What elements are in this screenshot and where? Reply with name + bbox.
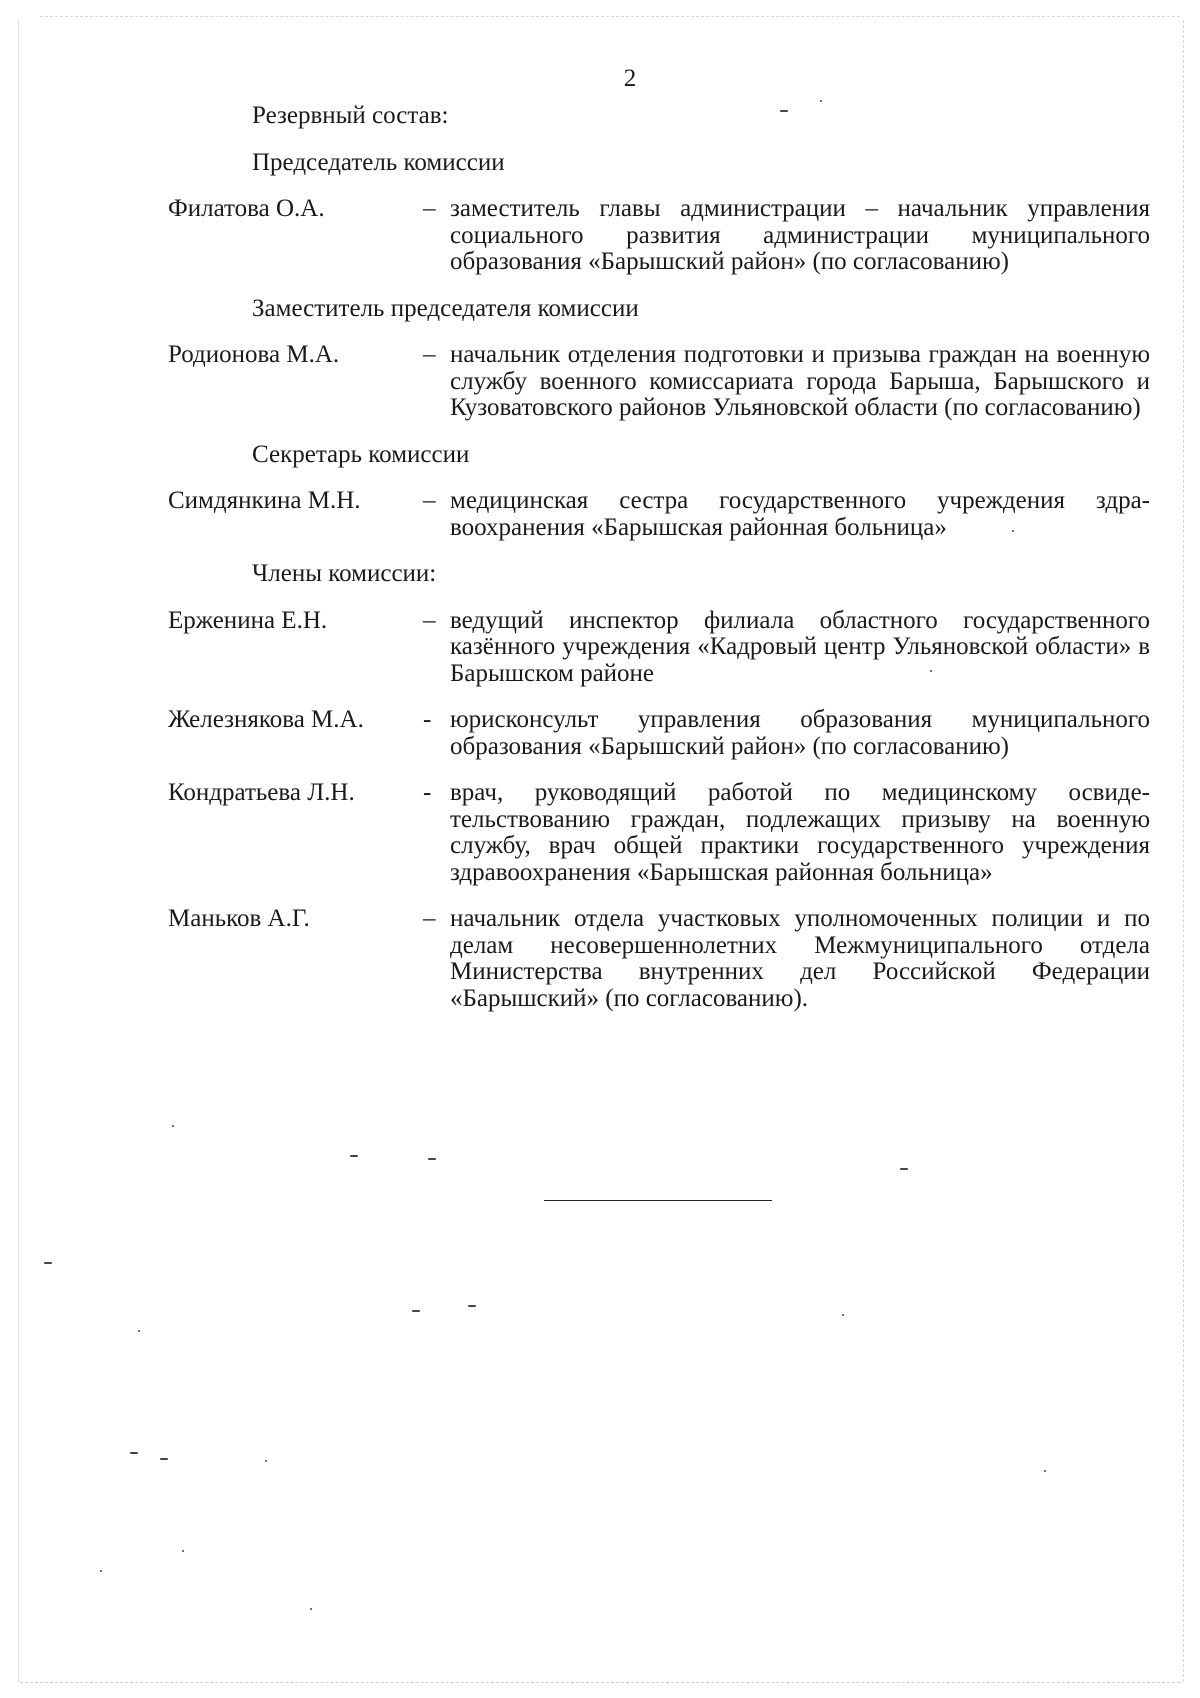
person-name: Родионова М.А. bbox=[168, 341, 340, 368]
secretary-entry bbox=[168, 488, 1150, 541]
person-name: Филатова О.А. bbox=[168, 195, 325, 222]
dash-separator: – bbox=[423, 487, 436, 514]
person-name: Железнякова М.А. bbox=[168, 706, 364, 733]
scan-edge-left bbox=[18, 20, 19, 1682]
scan-speck bbox=[130, 1452, 138, 1454]
person-name: Кондратьева Л.Н. bbox=[168, 779, 355, 806]
chairman-entry bbox=[168, 196, 1150, 276]
scan-speck bbox=[428, 1158, 436, 1160]
scan-speck bbox=[100, 1570, 102, 1572]
person-name: Симдянкина М.Н. bbox=[168, 487, 361, 514]
scan-speck bbox=[160, 1458, 168, 1460]
member-entry bbox=[168, 780, 1150, 886]
scan-speck bbox=[842, 1314, 844, 1316]
scan-speck bbox=[1012, 530, 1014, 532]
person-name: Маньков А.Г. bbox=[168, 905, 310, 932]
scan-speck bbox=[172, 1125, 174, 1127]
member-entry bbox=[168, 707, 1150, 760]
commission-reserve-list bbox=[168, 103, 1150, 1032]
dash-separator: – bbox=[423, 341, 436, 368]
person-position: заместитель главы администрации – начальник управления социального развития администрации муниципального образования «Барышский район» (по согласованию) bbox=[450, 195, 1150, 275]
deputy-heading: Заместитель председателя комиссии bbox=[252, 294, 639, 322]
scan-speck bbox=[930, 670, 932, 672]
dash-separator: – bbox=[423, 606, 436, 634]
scan-speck bbox=[820, 100, 822, 102]
person-position: медицинская сестра государственного учреждения здравоохранения «Барышская районная больница» bbox=[450, 487, 1150, 541]
person-position: юрисконсульт управления образования муниципального образования «Барышский район» (по согласованию) bbox=[450, 706, 1150, 760]
member-entry bbox=[168, 608, 1150, 688]
person-position: начальник отделения подготовки и призыва граждан на военную службу военного комиссариата города Барыша, Барышского и Кузоватовского районов Ульяновской области (по согласованию) bbox=[450, 341, 1150, 421]
scan-speck bbox=[350, 1155, 358, 1157]
reserve-heading: Резервный состав: bbox=[252, 102, 449, 129]
person-position: ведущий инспектор филиала областного государственного казённого учреждения «Кадровый центр Ульяновской области» в Барышском районе bbox=[450, 606, 1150, 687]
scan-speck bbox=[1044, 1470, 1046, 1472]
scan-speck bbox=[468, 1305, 476, 1307]
page-number: 2 bbox=[623, 65, 637, 92]
member-entry bbox=[168, 906, 1150, 1012]
dash-separator: - bbox=[423, 779, 432, 806]
person-name: Ерженина Е.Н. bbox=[168, 606, 328, 634]
chairman-heading: Председатель комиссии bbox=[252, 148, 505, 176]
scan-speck bbox=[412, 1310, 420, 1312]
scan-speck bbox=[138, 1330, 140, 1332]
scan-speck bbox=[310, 1608, 312, 1610]
scan-edge-top bbox=[40, 16, 1180, 17]
scan-speck bbox=[780, 110, 788, 112]
person-position: начальник отдела участковых уполномоченных полиции и по делам несовершеннолетних Межмуниципального отдела Министерства внутренних дел Российской Федерации «Барышский» (по согласованию). bbox=[450, 905, 1150, 1012]
scan-edge-bottom bbox=[20, 1682, 1180, 1683]
scan-speck bbox=[265, 1460, 267, 1462]
dash-separator: - bbox=[423, 706, 432, 733]
dash-separator: – bbox=[423, 195, 436, 222]
scan-speck bbox=[182, 1550, 184, 1552]
scan-speck bbox=[900, 1168, 908, 1170]
scan-edge-right bbox=[1183, 20, 1184, 1682]
dash-separator: – bbox=[423, 905, 436, 932]
members-heading: Члены комиссии: bbox=[252, 560, 437, 587]
person-position: врач, руководящий работой по медицинскому освидетельствованию граждан, подлежащих призыву на военную службу, врач общей практики государственного учреждения здравоохранения «Барышская районная больница» bbox=[450, 779, 1150, 886]
deputy-entry bbox=[168, 342, 1150, 422]
closing-rule bbox=[544, 1200, 772, 1201]
scan-speck bbox=[44, 1262, 52, 1264]
secretary-heading: Секретарь комиссии bbox=[252, 440, 470, 468]
